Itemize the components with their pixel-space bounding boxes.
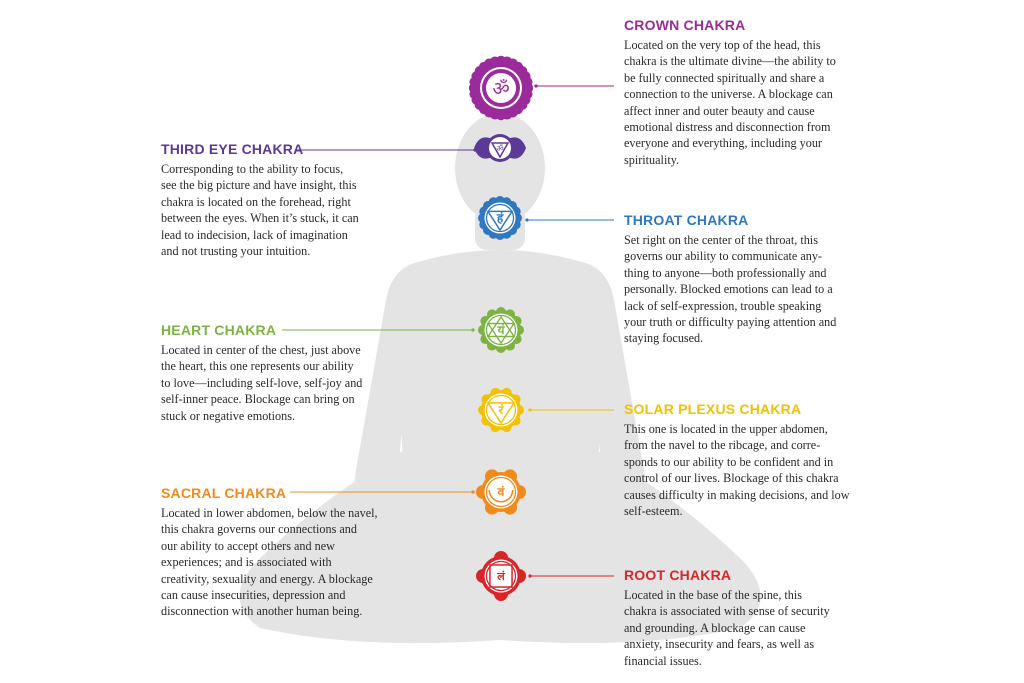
heart-chakra-description: Located in center of the chest, just above the heart, this one represents our ability to love—including self-love, self-joy and self-inner peace. Blockage can bring on stuck or negative emotions.	[161, 343, 363, 423]
heart-chakra-block	[161, 322, 362, 424]
solar-plexus-chakra-block	[624, 401, 850, 519]
throat-chakra-block	[624, 212, 836, 347]
third-eye-chakra-description: Corresponding to the ability to focus, see the big picture and have insight, this chakra is located on the forehead, right between the eyes. When it’s stuck, it can lead to indecision, lack of imagination and not trusting your intuition.	[161, 162, 359, 259]
sacral-chakra-title: SACRAL CHAKRA	[161, 485, 287, 501]
solar-plexus-chakra-description: This one is located in the upper abdomen, from the navel to the ribcage, and corre- sponds to our ability to be confident and in control of our lives. Blockage of this chakra causes difficulty in making decisions, and low self-esteem.	[624, 422, 850, 519]
svg-text:ॐ: ॐ	[492, 78, 510, 100]
svg-text:ॐ: ॐ	[496, 144, 504, 153]
crown-chakra-title: CROWN CHAKRA	[624, 17, 746, 33]
sacral-connector-dot	[471, 490, 474, 493]
root-connector-dot	[528, 574, 531, 577]
svg-text:हं: हं	[496, 211, 504, 225]
sacral-chakra-block	[161, 485, 378, 620]
solar-plexus-connector-dot	[528, 408, 531, 411]
root-chakra-block	[624, 567, 830, 669]
svg-text:लं: लं	[497, 570, 505, 583]
third-eye-chakra-title: THIRD EYE CHAKRA	[161, 141, 304, 157]
throat-chakra-title: THROAT CHAKRA	[624, 212, 749, 228]
svg-text:यं: यं	[497, 323, 505, 337]
solar-plexus-chakra-title: SOLAR PLEXUS CHAKRA	[624, 401, 802, 417]
crown-chakra-block	[624, 17, 836, 168]
crown-chakra-icon	[469, 56, 533, 120]
crown-chakra-description: Located on the very top of the head, this chakra is the ultimate divine—the ability to be fully connected spiritually and share a connection to the universe. A blockage can affect inner and outer beauty and cause emotional distress and disconnection from everyone and everything, including your spirituality.	[624, 38, 836, 167]
root-chakra-title: ROOT CHAKRA	[624, 567, 732, 583]
throat-chakra-description: Set right on the center of the throat, this governs our ability to communicate any- thing to anyone—both professionally and personally. Blocked emotions can lead to a lack of self-expression, trouble speaking your truth or difficulty paying attention and staying focused.	[624, 233, 837, 346]
throat-connector-dot	[525, 218, 528, 221]
third-eye-chakra-block	[161, 141, 359, 259]
heart-chakra-title: HEART CHAKRA	[161, 322, 277, 338]
sacral-chakra-description: Located in lower abdomen, below the navel, this chakra governs our connections and our ability to accept others and new experiences; and is associated with creativity, sexuality and energy. A blockage can cause insecurities, depression and disconnection with another human being.	[161, 506, 378, 619]
svg-text:रं: रं	[498, 403, 504, 417]
third-eye-chakra-icon	[474, 134, 526, 162]
crown-connector-dot	[534, 84, 537, 87]
root-chakra-description: Located in the base of the spine, this chakra is associated with sense of security and grounding. A blockage can cause anxiety, insecurity and fears, as well as financial issues.	[624, 588, 830, 668]
heart-connector-dot	[471, 328, 474, 331]
svg-text:वं: वं	[497, 485, 505, 499]
throat-chakra-icon	[478, 196, 522, 240]
